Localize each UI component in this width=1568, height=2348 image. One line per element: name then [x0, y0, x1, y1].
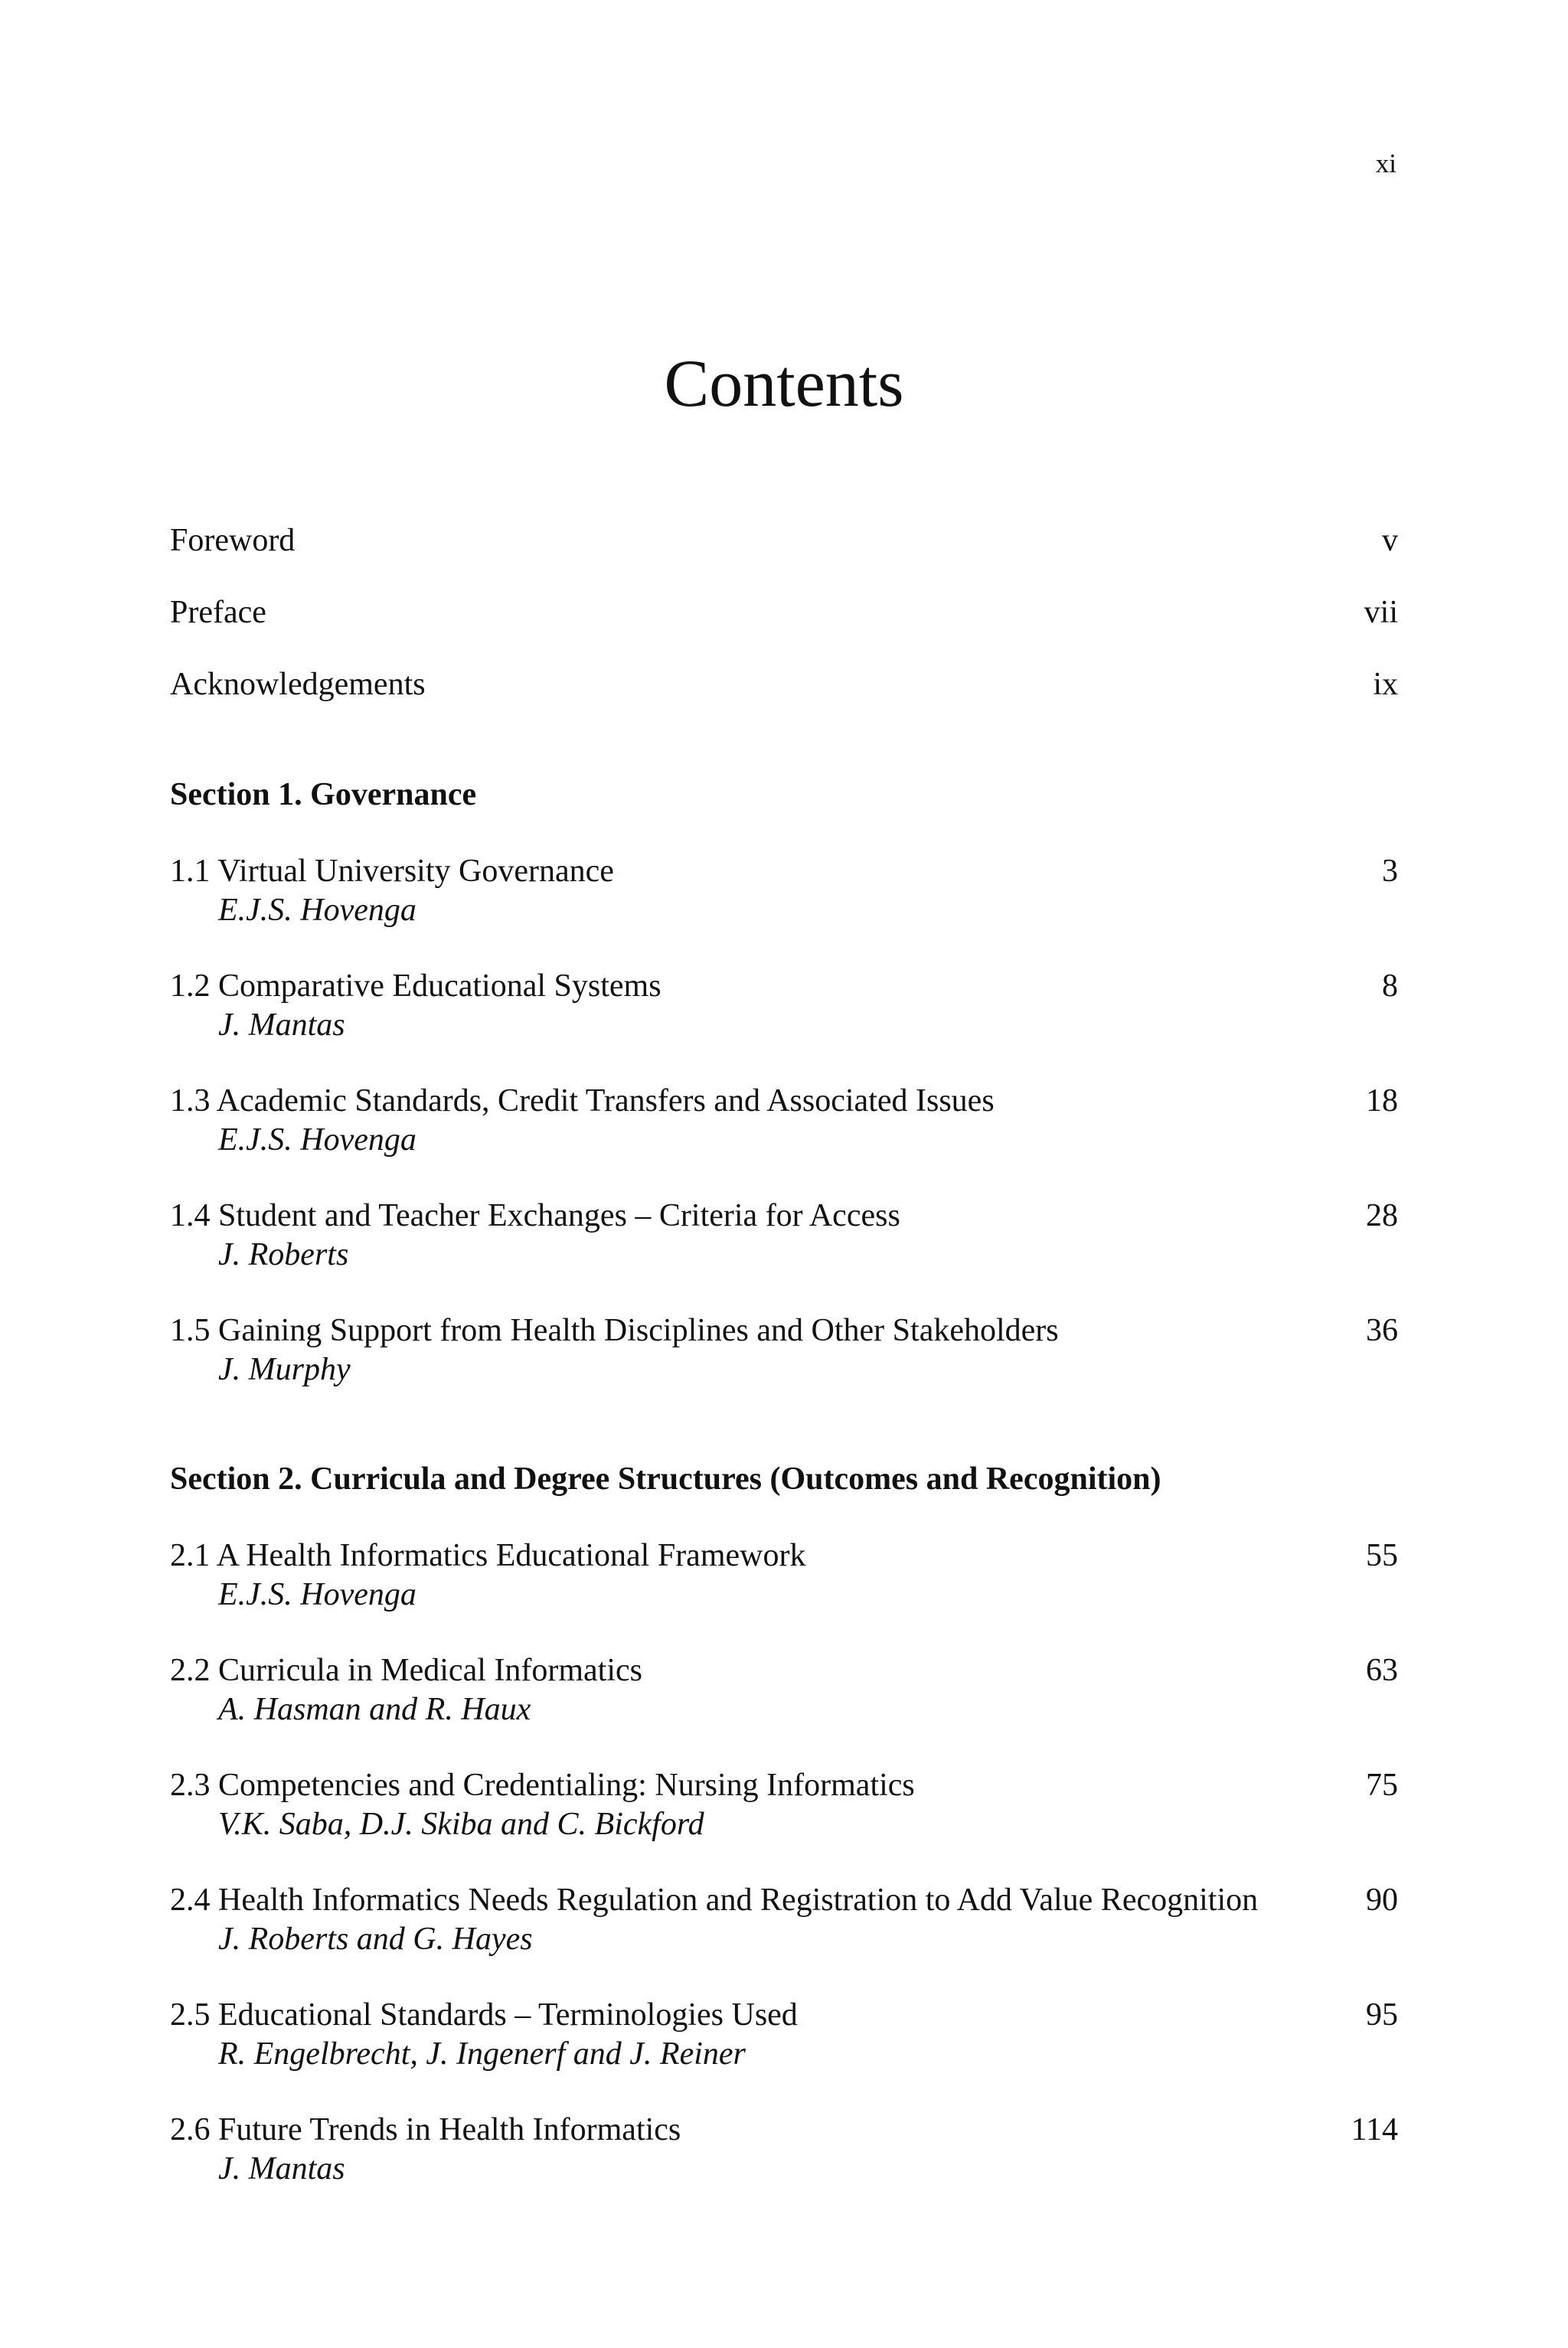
toc-entry-page: 114 — [1351, 2112, 1398, 2147]
toc-entry-authors: E.J.S. Hovenga — [218, 893, 416, 928]
page-number: xi — [1375, 149, 1396, 178]
section-heading: Section 2. Curricula and Degree Structures (Outcomes and Recognition) — [170, 1461, 1161, 1497]
toc-item-label: Acknowledgements — [170, 667, 426, 702]
toc-entry-page: 28 — [1366, 1198, 1398, 1233]
toc-entry-page: 75 — [1366, 1768, 1398, 1803]
toc-entry-authors: J. Murphy — [218, 1352, 351, 1387]
toc-entry[interactable] — [170, 1880, 1398, 1958]
toc-entry-title: 1.1 Virtual University Governance — [170, 854, 614, 889]
toc-entry-title: 1.3 Academic Standards, Credit Transfers and Associated Issues — [170, 1083, 995, 1118]
toc-entry-title: 2.4 Health Informatics Needs Regulation and Registration to Add Value Recognition — [170, 1883, 1259, 1918]
toc-entry[interactable] — [170, 2110, 1398, 2188]
table-of-contents — [170, 521, 1398, 2188]
toc-entry-authors: J. Roberts — [218, 1237, 349, 1272]
page-title: Contents — [664, 347, 904, 421]
toc-entry[interactable] — [170, 1995, 1398, 2073]
toc-entry-page: 90 — [1366, 1883, 1398, 1918]
toc-item-page: ix — [1373, 667, 1398, 702]
section-heading: Section 1. Governance — [170, 777, 477, 812]
toc-item-page: v — [1382, 523, 1398, 558]
toc-entry-page: 3 — [1382, 854, 1398, 889]
toc-entry-title: 1.4 Student and Teacher Exchanges – Criteria for Access — [170, 1198, 900, 1233]
toc-entry-page: 18 — [1366, 1083, 1398, 1118]
toc-entry-authors: J. Mantas — [218, 2151, 345, 2186]
toc-entry-title: 2.1 A Health Informatics Educational Framework — [170, 1538, 806, 1573]
toc-front-item-foreword[interactable] — [170, 521, 1398, 560]
toc-entry-authors: J. Mantas — [218, 1007, 345, 1043]
toc-entry-authors: E.J.S. Hovenga — [218, 1577, 416, 1612]
toc-entry[interactable] — [170, 1196, 1398, 1274]
toc-entry-authors: J. Roberts and G. Hayes — [218, 1922, 533, 1957]
toc-entry-title: 2.3 Competencies and Credentialing: Nursing Informatics — [170, 1768, 915, 1803]
toc-entry-title: 1.2 Comparative Educational Systems — [170, 968, 662, 1004]
toc-entry-title: 2.5 Educational Standards – Terminologies Used — [170, 1997, 798, 2033]
toc-entry-authors: E.J.S. Hovenga — [218, 1122, 416, 1158]
toc-item-label: Preface — [170, 595, 266, 630]
toc-entry[interactable] — [170, 1536, 1398, 1614]
toc-entry-page: 63 — [1366, 1653, 1398, 1688]
toc-item-page: vii — [1364, 595, 1398, 630]
toc-entry-title: 2.6 Future Trends in Health Informatics — [170, 2112, 681, 2147]
toc-entry-page: 8 — [1382, 968, 1398, 1004]
toc-entry[interactable] — [170, 851, 1398, 929]
toc-entry-title: 2.2 Curricula in Medical Informatics — [170, 1653, 642, 1688]
toc-entry[interactable] — [170, 1311, 1398, 1389]
toc-entry[interactable] — [170, 1651, 1398, 1729]
toc-entry-page: 36 — [1366, 1313, 1398, 1348]
toc-item-label: Foreword — [170, 523, 296, 558]
toc-entry-authors: R. Engelbrecht, J. Ingenerf and J. Reiner — [218, 2036, 746, 2072]
toc-entry-page: 95 — [1366, 1997, 1398, 2033]
toc-entry-page: 55 — [1366, 1538, 1398, 1573]
toc-front-item-preface[interactable] — [170, 593, 1398, 632]
toc-entry[interactable] — [170, 1081, 1398, 1159]
toc-entry[interactable] — [170, 1765, 1398, 1843]
toc-entry-title: 1.5 Gaining Support from Health Disciplines and Other Stakeholders — [170, 1313, 1059, 1348]
toc-entry[interactable] — [170, 966, 1398, 1044]
toc-entry-authors: A. Hasman and R. Haux — [218, 1692, 531, 1727]
toc-front-item-acknowledgements[interactable] — [170, 665, 1398, 704]
toc-entry-authors: V.K. Saba, D.J. Skiba and C. Bickford — [218, 1807, 704, 1842]
